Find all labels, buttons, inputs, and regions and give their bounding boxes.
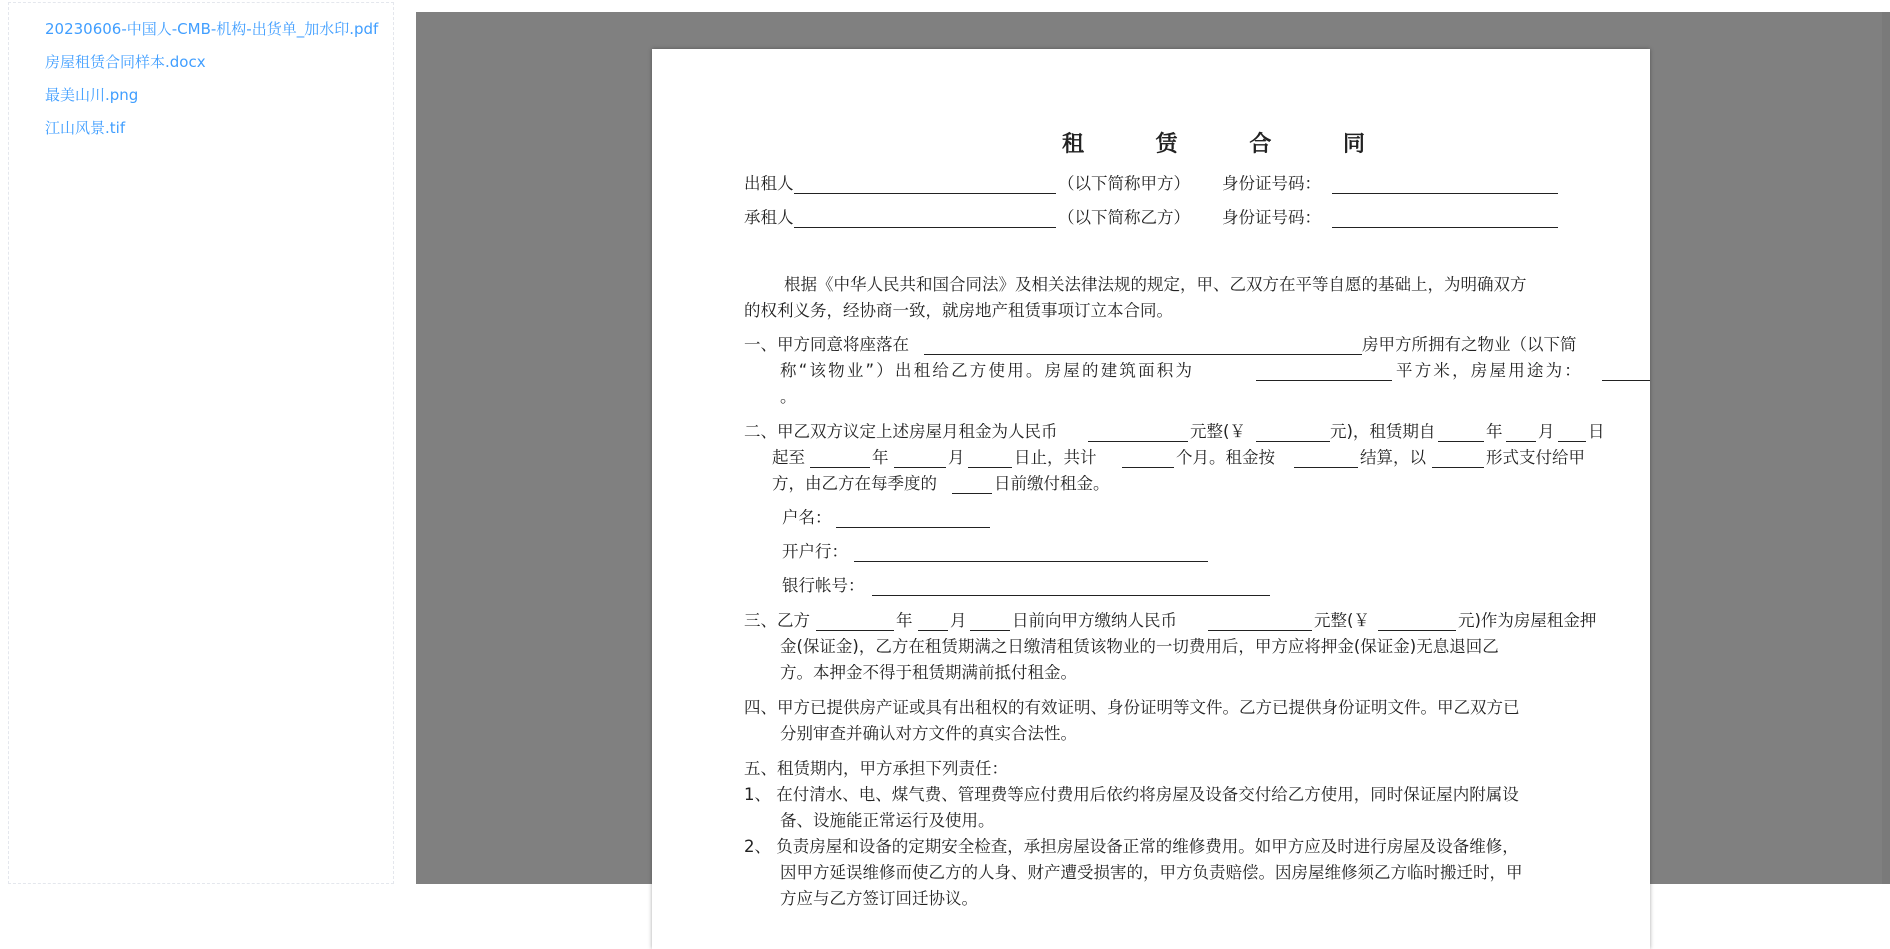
lessee-id-blank xyxy=(1332,227,1558,228)
bank-label: 开户行： xyxy=(782,542,848,561)
deposit-month-blank xyxy=(918,630,948,631)
section-5-item-2a: 2、 负责房屋和设备的定期安全检查，承担房屋设备正常的维修费用。如甲方应及时进行房屋及设备维修， xyxy=(744,837,1519,856)
lessor-label: 出租人 xyxy=(744,174,794,193)
lessor-id-blank xyxy=(1332,193,1558,194)
section-1-d: 平方米，房屋用途为： xyxy=(1396,361,1583,380)
account-no-blank xyxy=(872,595,1270,596)
end-month-blank xyxy=(894,467,946,468)
section-3-c: 月 xyxy=(950,611,967,630)
section-5-item-1a: 1、 在付清水、电、煤气费、管理费等应付费用后依约将房屋及设备交付给乙方使用，同时保证屋内附属设 xyxy=(744,785,1519,804)
file-item-pdf[interactable]: 20230606-中国人-CMB-机构-出货单_加水印.pdf xyxy=(45,20,379,38)
file-item-docx[interactable]: 房屋租赁合同样本.docx xyxy=(45,53,206,71)
section-4-b: 分别审查并确认对方文件的真实合法性。 xyxy=(780,724,1077,743)
lessor-blank xyxy=(794,193,1056,194)
section-2-k: 个月。租金按 xyxy=(1176,448,1275,467)
rent-num-blank xyxy=(1256,441,1330,442)
section-2-e: 月 xyxy=(1538,422,1555,441)
deposit-num-blank xyxy=(1378,630,1456,631)
viewer-scrollbar[interactable] xyxy=(1882,12,1890,884)
start-day-blank xyxy=(1558,441,1586,442)
account-no-label: 银行帐号： xyxy=(782,576,865,595)
section-2-c: 元)，租赁期自 xyxy=(1330,422,1436,441)
section-1-c: 称“该物业”）出租给乙方使用。房屋的建筑面积为 xyxy=(780,361,1195,380)
file-item-tif[interactable]: 江山风景.tif xyxy=(45,119,126,137)
section-3-e: 元整(￥ xyxy=(1314,611,1370,630)
lessee-id-label: 身份证号码： xyxy=(1222,208,1321,227)
deposit-amount-blank xyxy=(1208,630,1312,631)
section-3-a: 三、乙方 xyxy=(744,611,810,630)
area-blank xyxy=(1256,380,1392,381)
usage-blank xyxy=(1602,380,1650,381)
pay-form-blank xyxy=(1432,467,1484,468)
section-2-f: 日 xyxy=(1588,422,1605,441)
section-2-b: 元整(￥ xyxy=(1190,422,1246,441)
start-year-blank xyxy=(1438,441,1484,442)
section-5-item-1b: 备、设施能正常运行及使用。 xyxy=(780,811,995,830)
pay-day-blank xyxy=(952,493,992,494)
document-viewer[interactable] xyxy=(416,12,1890,908)
intro-line-2: 的权利义务，经协商一致，就房地产租赁事项订立本合同。 xyxy=(744,301,1173,320)
section-3-b: 年 xyxy=(896,611,913,630)
section-3-h: 方。本押金不得于租赁期满前抵付租金。 xyxy=(780,663,1077,682)
section-2-i: 月 xyxy=(948,448,965,467)
section-1-b: 房甲方所拥有之物业（以下简 xyxy=(1362,335,1577,354)
section-2-m: 形式支付给甲 xyxy=(1486,448,1585,467)
section-3-d: 日前向甲方缴纳人民币 xyxy=(1012,611,1177,630)
account-name-label: 户名： xyxy=(782,508,832,527)
lessor-alias: （以下简称甲方） xyxy=(1058,174,1190,193)
deposit-year-blank xyxy=(816,630,894,631)
document-page xyxy=(652,49,1650,949)
section-2-d: 年 xyxy=(1486,422,1503,441)
section-2-n: 方，由乙方在每季度的 xyxy=(772,474,937,493)
account-name-blank xyxy=(836,527,990,528)
lessee-blank xyxy=(794,227,1056,228)
address-blank xyxy=(924,354,1362,355)
section-2-o: 日前缴付租金。 xyxy=(994,474,1110,493)
section-2-l: 结算，以 xyxy=(1360,448,1426,467)
section-3-f: 元)作为房屋租金押 xyxy=(1458,611,1597,630)
intro-line-1: 根据《中华人民共和国合同法》及相关法律法规的规定，甲、乙双方在平等自愿的基础上，为明确双方 xyxy=(784,275,1527,294)
section-5-item-2b: 因甲方延误维修而使乙方的人身、财产遭受损害的，甲方负责赔偿。因房屋维修须乙方临时搬迁时，甲 xyxy=(780,863,1523,882)
lessee-alias: （以下简称乙方） xyxy=(1058,208,1190,227)
end-day-blank xyxy=(968,467,1012,468)
section-2-a: 二、甲乙双方议定上述房屋月租金为人民币 xyxy=(744,422,1058,441)
section-5-item-2c: 方应与乙方签订回迁协议。 xyxy=(780,889,978,908)
rent-blank xyxy=(1088,441,1188,442)
months-blank xyxy=(1122,467,1174,468)
section-1-a: 一、甲方同意将座落在 xyxy=(744,335,909,354)
start-month-blank xyxy=(1506,441,1536,442)
lessor-id-label: 身份证号码： xyxy=(1222,174,1321,193)
section-5-heading: 五、租赁期内，甲方承担下列责任： xyxy=(744,759,1008,778)
settle-blank xyxy=(1294,467,1358,468)
section-4-a: 四、甲方已提供房产证或具有出租权的有效证明、身份证明等文件。乙方已提供身份证明文件。甲乙双方已 xyxy=(744,698,1520,717)
section-2-h: 年 xyxy=(872,448,889,467)
deposit-day-blank xyxy=(970,630,1010,631)
file-list-panel xyxy=(8,2,394,884)
bank-blank xyxy=(854,561,1208,562)
section-3-g: 金(保证金)，乙方在租赁期满之日缴清租赁该物业的一切费用后，甲方应将押金(保证金)无息退回乙 xyxy=(780,637,1499,656)
lessee-label: 承租人 xyxy=(744,208,794,227)
page-title: 租 赁 合 同 xyxy=(1062,131,1397,157)
section-2-j: 日止，共计 xyxy=(1014,448,1097,467)
section-2-g: 起至 xyxy=(772,448,805,467)
section-1-e: 。 xyxy=(780,387,797,406)
file-item-png[interactable]: 最美山川.png xyxy=(45,86,139,104)
end-year-blank xyxy=(810,467,870,468)
